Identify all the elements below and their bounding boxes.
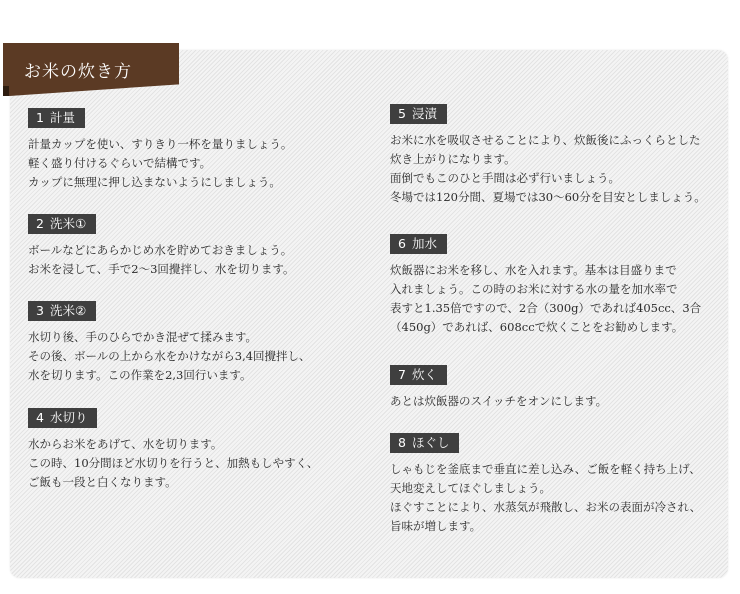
step-7	[390, 364, 607, 411]
step-4	[28, 407, 318, 492]
step-number: 3	[36, 303, 44, 318]
text-line: 計量カップを使い、すりきり一杯を量りましょう。	[28, 137, 293, 151]
step-badge	[28, 214, 96, 234]
text-line: 水からお米をあげて、水を切ります。	[28, 437, 223, 451]
step-number: 1	[36, 110, 44, 125]
step-badge	[28, 301, 96, 321]
step-text	[390, 131, 706, 207]
text-line: 天地変えしてほぐしましょう。	[390, 481, 551, 495]
step-number: 6	[398, 236, 406, 251]
text-line: 炊飯器にお米を移し、水を入れます。基本は目盛りまで	[390, 263, 677, 277]
step-1	[28, 107, 292, 192]
step-number: 5	[398, 106, 406, 121]
step-name: ほぐし	[411, 435, 450, 450]
step-3	[28, 300, 311, 385]
step-8	[390, 432, 701, 536]
text-line: 炊き上がりになります。	[390, 152, 516, 166]
step-5	[390, 103, 706, 207]
text-line: この時、10分間ほど水切りを行うと、加熱もしやすく、	[28, 456, 319, 470]
step-badge	[28, 408, 97, 428]
text-line: その後、ボールの上から水をかけながら3,4回攪拌し、	[28, 349, 311, 363]
step-text	[28, 135, 292, 192]
step-name: 計量	[49, 110, 75, 125]
step-badge	[390, 234, 447, 254]
text-line: お米を浸して、手で2～3回攪拌し、水を切ります。	[28, 262, 295, 276]
page-title: お米の炊き方	[24, 62, 132, 82]
step-name: 炊く	[411, 367, 437, 382]
text-line: 水切り後、手のひらでかき混ぜて揉みます。	[28, 330, 257, 344]
text-line: 入れましょう。この時のお米に対する水の量を加水率で	[390, 282, 678, 296]
step-text	[28, 435, 318, 492]
step-number: 8	[398, 435, 406, 450]
step-text	[390, 460, 701, 536]
step-badge	[390, 433, 459, 453]
step-name: 洗米①	[49, 216, 87, 231]
step-name: 洗米②	[49, 303, 87, 318]
step-name: 浸漬	[411, 106, 437, 121]
text-line: 水を切ります。この作業を2,3回行います。	[28, 368, 252, 382]
text-line: （450g）であれば、608ccで炊くことをお勧めします。	[390, 320, 684, 334]
step-name: 加水	[411, 236, 437, 251]
step-text	[390, 261, 701, 337]
step-text	[390, 392, 607, 411]
text-line: お米に水を吸収させることにより、炊飯後にふっくらとした	[390, 133, 701, 147]
step-text	[28, 241, 294, 279]
step-2	[28, 213, 294, 279]
step-badge	[28, 108, 85, 128]
text-line: 軽く盛り付けるぐらいで結構です。	[28, 156, 212, 170]
step-name: 水切り	[49, 410, 88, 425]
text-line: あとは炊飯器のスイッチをオンにします。	[390, 394, 608, 408]
step-6	[390, 233, 701, 337]
text-line: ご飯も一段と白くなります。	[28, 475, 177, 489]
text-line: しゃもじを釜底まで垂直に差し込み、ご飯を軽く持ち上げ、	[390, 462, 701, 476]
step-number: 4	[36, 410, 44, 425]
text-line: 表すと1.35倍ですので、2合（300g）であれば405cc、3合	[390, 301, 702, 315]
step-number: 7	[398, 367, 406, 382]
text-line: ほぐすことにより、水蒸気が飛散し、お米の表面が冷され、	[390, 500, 702, 514]
step-badge	[390, 104, 447, 124]
text-line: 旨味が増します。	[390, 519, 482, 533]
step-badge	[390, 365, 447, 385]
text-line: 面倒でもこのひと手間は必ず行いましょう。	[390, 171, 620, 185]
step-text	[28, 328, 311, 385]
step-number: 2	[36, 216, 44, 231]
text-line: 冬場では120分間、夏場では30～60分を目安としましょう。	[390, 190, 706, 204]
text-line: ボールなどにあらかじめ水を貯めておきましょう。	[28, 243, 293, 257]
ribbon-fold	[3, 86, 9, 96]
text-line: カップに無理に押し込まないようにしましょう。	[28, 175, 281, 189]
